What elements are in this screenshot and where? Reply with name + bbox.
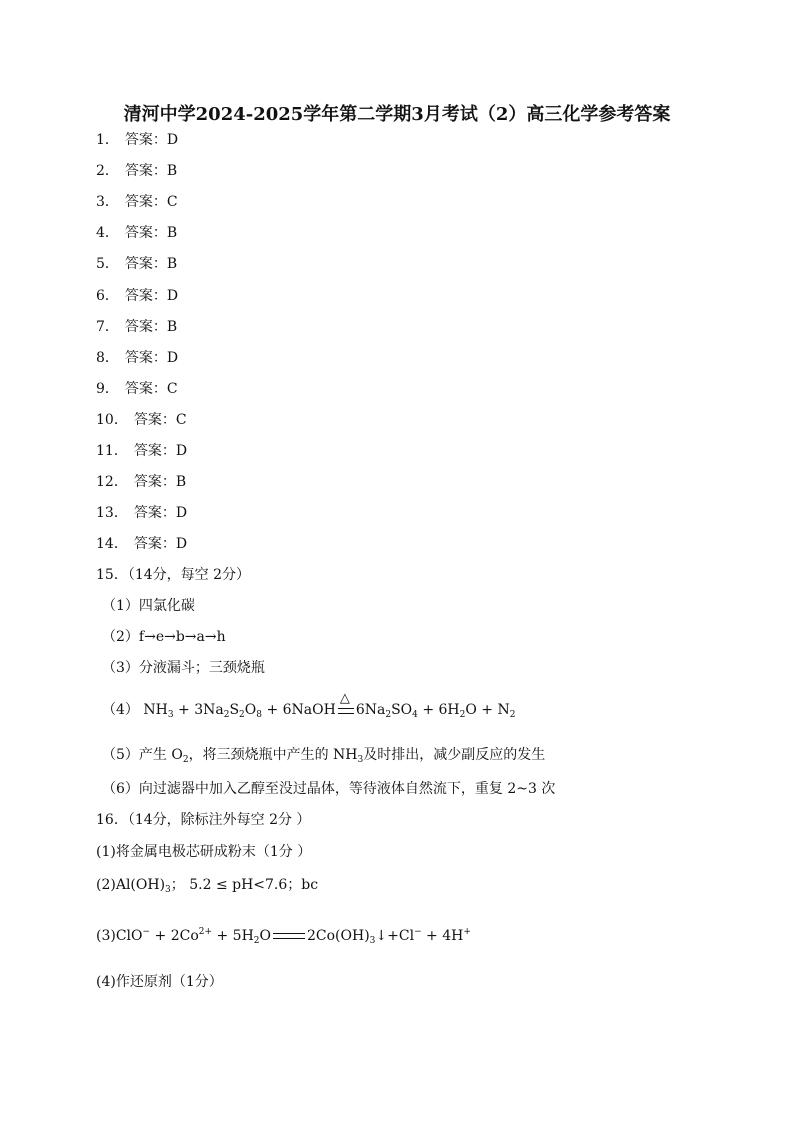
answer-label: 答案：: [124, 194, 167, 211]
answer-row: [96, 442, 187, 460]
answer-number: 5．: [96, 256, 119, 273]
answer-label: 答案：: [124, 132, 167, 148]
answer-row: [96, 193, 178, 211]
answer-label: 答案：: [124, 287, 167, 304]
answer-number: 4．: [96, 225, 119, 242]
q15-header: 15．（14分，每空 2分）: [96, 567, 250, 583]
q15-part2: （2）f→e→b→a→h: [102, 629, 226, 645]
q15-part4-label: （4）: [102, 702, 139, 718]
q16-part1: (1)将金属电极芯研成粉末（1分 ）: [96, 844, 312, 860]
answer-label: 答案：: [133, 536, 176, 553]
answer-value: C: [175, 411, 187, 428]
answer-number: 13．: [96, 505, 128, 522]
answer-value: C: [166, 194, 178, 211]
answer-label: 答案：: [124, 380, 167, 397]
page-title: 清河中学2024-2025学年第二学期3月考试（2）高三化学参考答案: [123, 104, 671, 125]
answer-value: D: [175, 505, 188, 522]
q15-part3: （3）分液漏斗；三颈烧瓶: [102, 660, 265, 676]
answer-value: B: [166, 163, 178, 180]
q16-part2-formula: $Al(OH)_3$: [115, 877, 171, 895]
answer-number: 2．: [96, 163, 119, 180]
answer-label: 答案：: [124, 163, 167, 180]
q16-header: 16．（14分，除标注外每空 2分 ）: [96, 812, 311, 828]
answer-value: D: [166, 349, 179, 366]
answer-value: B: [166, 256, 178, 273]
q16-part3-equation: $ClO^- + 2Co^{2+} + 5H_2O$ $2Co(OH)_3↓+Cl^- + 4H^+$: [115, 927, 471, 946]
answer-value: B: [175, 474, 187, 491]
q15-part4: [102, 691, 516, 720]
answer-number: 6．: [96, 287, 119, 304]
q15-part1: （1）四氯化碳: [102, 598, 195, 614]
answer-row: [96, 131, 178, 149]
answer-row: [96, 162, 177, 180]
q16-part2: $(2)Al(OH)_3$； 5.2 ≤ pH<7.6；bc: [96, 877, 319, 895]
answer-number: 14．: [96, 536, 128, 553]
answer-value: D: [166, 287, 179, 304]
answer-row: [96, 535, 187, 553]
answer-value: B: [166, 225, 178, 242]
answer-value: C: [166, 380, 178, 397]
answer-row: [96, 504, 187, 522]
answer-row: [96, 318, 177, 336]
q16-part3: $(3)ClO^- + 2Co^{2+} + 5H_2O$ $2Co(OH)_3↓+Cl^- + 4H^+$: [96, 927, 471, 946]
answer-label: 答案：: [133, 443, 176, 459]
q15-part5: （5）产生 $O_2$，将三颈烧瓶中产生的 $NH_3$及时排出，减少副反应的发生: [102, 747, 546, 765]
answer-label: 答案：: [124, 225, 167, 242]
heat-condition-icon: △: [336, 702, 356, 718]
answer-label: 答案：: [124, 318, 167, 335]
answer-label: 答案：: [124, 349, 167, 366]
answer-row: [96, 473, 186, 491]
answer-row: [96, 255, 177, 273]
answer-row: [96, 411, 187, 429]
answer-label: 答案：: [133, 505, 176, 522]
answer-value: D: [175, 443, 188, 459]
answer-value: B: [166, 318, 178, 335]
reaction-equals-icon: [273, 933, 305, 939]
answer-value: D: [175, 536, 188, 553]
q16-part4: (4)作还原剂（1分）: [96, 974, 223, 990]
answer-number: 10．: [96, 411, 128, 428]
answer-row: [96, 349, 178, 367]
answer-number: 9．: [96, 380, 119, 397]
answer-label: 答案：: [133, 411, 176, 428]
answer-value: D: [166, 132, 179, 148]
answer-row: [96, 287, 178, 305]
q15-part4-equation: $NH_3 + 3Na_2S_2O_8$ + 6NaOH △ $6Na_2SO_4 + 6H_2O + N_2$: [143, 691, 516, 720]
answer-number: 7．: [96, 318, 119, 335]
answer-number: 12．: [96, 474, 128, 491]
answer-row: [96, 380, 178, 398]
answer-number: 3．: [96, 194, 119, 211]
answer-number: 11．: [96, 443, 128, 459]
answer-number: 1．: [96, 132, 119, 148]
answer-label: 答案：: [124, 256, 167, 273]
answer-label: 答案：: [133, 474, 176, 491]
answer-number: 8．: [96, 349, 119, 366]
q15-part6: （6）向过滤器中加入乙醇至没过晶体，等待液体自然流下，重复 2~3 次: [102, 781, 556, 797]
answer-row: [96, 224, 177, 242]
